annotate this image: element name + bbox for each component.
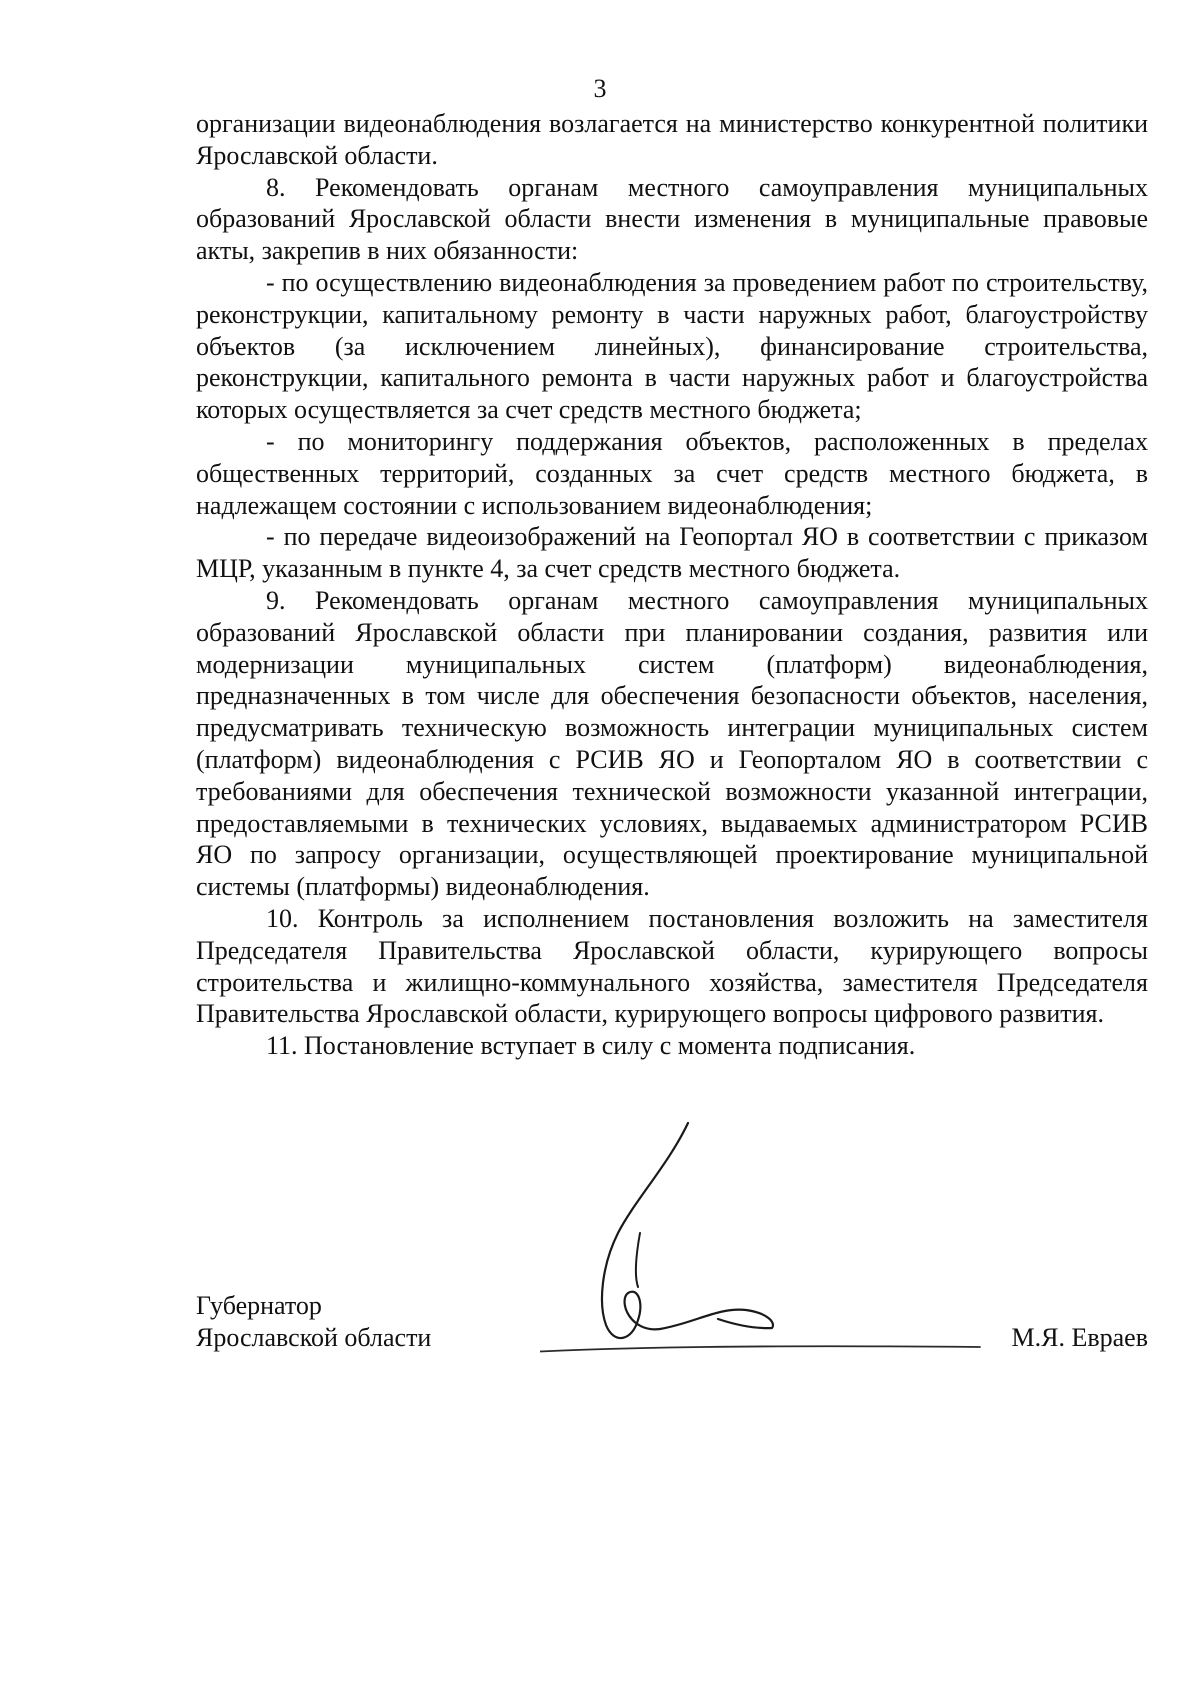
paragraph-item-9: 9. Рекомендовать органам местного самоуправления муниципальных образований Ярославской области при планировании создания, развития или модернизации муниципальных систем (платформ) видеонаблюдения, предназначенных в том числе для обеспечения безопасности объектов, населения, предусматривать техническую возможность интеграции муниципальных систем (платформ) видеонаблюдения с РСИВ ЯО и Геопорталом ЯО в соответствии с требованиями для обеспечения технической возможности указанной интеграции, предоставляемыми в технических условиях, выдаваемых администратором РСИВ ЯО по запросу организации, осуществляющей проектирование муниципальной системы (платформы) видеонаблюдения.: [196, 585, 1148, 902]
signatory-name: М.Я. Евраев: [1011, 1323, 1148, 1352]
document-body: [196, 108, 1148, 1062]
signatory-position: [196, 1290, 431, 1354]
paragraph-obligation-monitoring: - по мониторингу поддержания объектов, расположенных в пределах общественных территорий, созданных за счет средств местного бюджета, в надлежащем состоянии с использованием видеонаблюдения;: [196, 426, 1148, 520]
paragraph-item-11: 11. Постановление вступает в силу с момента подписания.: [266, 1031, 916, 1061]
signatory-position-line-1: Губернатор: [196, 1291, 322, 1320]
paragraph-item-10: 10. Контроль за исполнением постановления возложить на заместителя Председателя Правительства Ярославской области, курирующего вопросы строительства и жилищно-коммунального хозяйства, заместителя Председателя Правительства Ярославской области, курирующего вопросы цифрового развития.: [196, 903, 1148, 1029]
paragraph-obligation-geoportal: - по передаче видеоизображений на Геопортал ЯО в соответствии с приказом МЦР, указанным в пункте 4, за счет средств местного бюджета.: [196, 522, 1148, 584]
signature-block: [196, 1290, 1148, 1370]
paragraph-item-8: 8. Рекомендовать органам местного самоуправления муниципальных образований Ярославской области внести изменения в муниципальные правовые акты, закрепив в них обязанности:: [196, 172, 1148, 266]
paragraph-obligation-construction: - по осуществлению видеонаблюдения за проведением работ по строительству, реконструкции, капитальному ремонту в части наружных работ, благоустройству объектов (за исключением линейных), финансирование строительства, реконструкции, капитального ремонта в части наружных работ и благоустройства которых осуществляется за счет средств местного бюджета;: [196, 267, 1148, 425]
page-number: 3: [593, 74, 607, 103]
signatory-position-line-2: Ярославской области: [196, 1323, 432, 1352]
paragraph-continuation: организации видеонаблюдения возлагается на министерство конкурентной политики Ярославской области.: [196, 109, 1148, 170]
